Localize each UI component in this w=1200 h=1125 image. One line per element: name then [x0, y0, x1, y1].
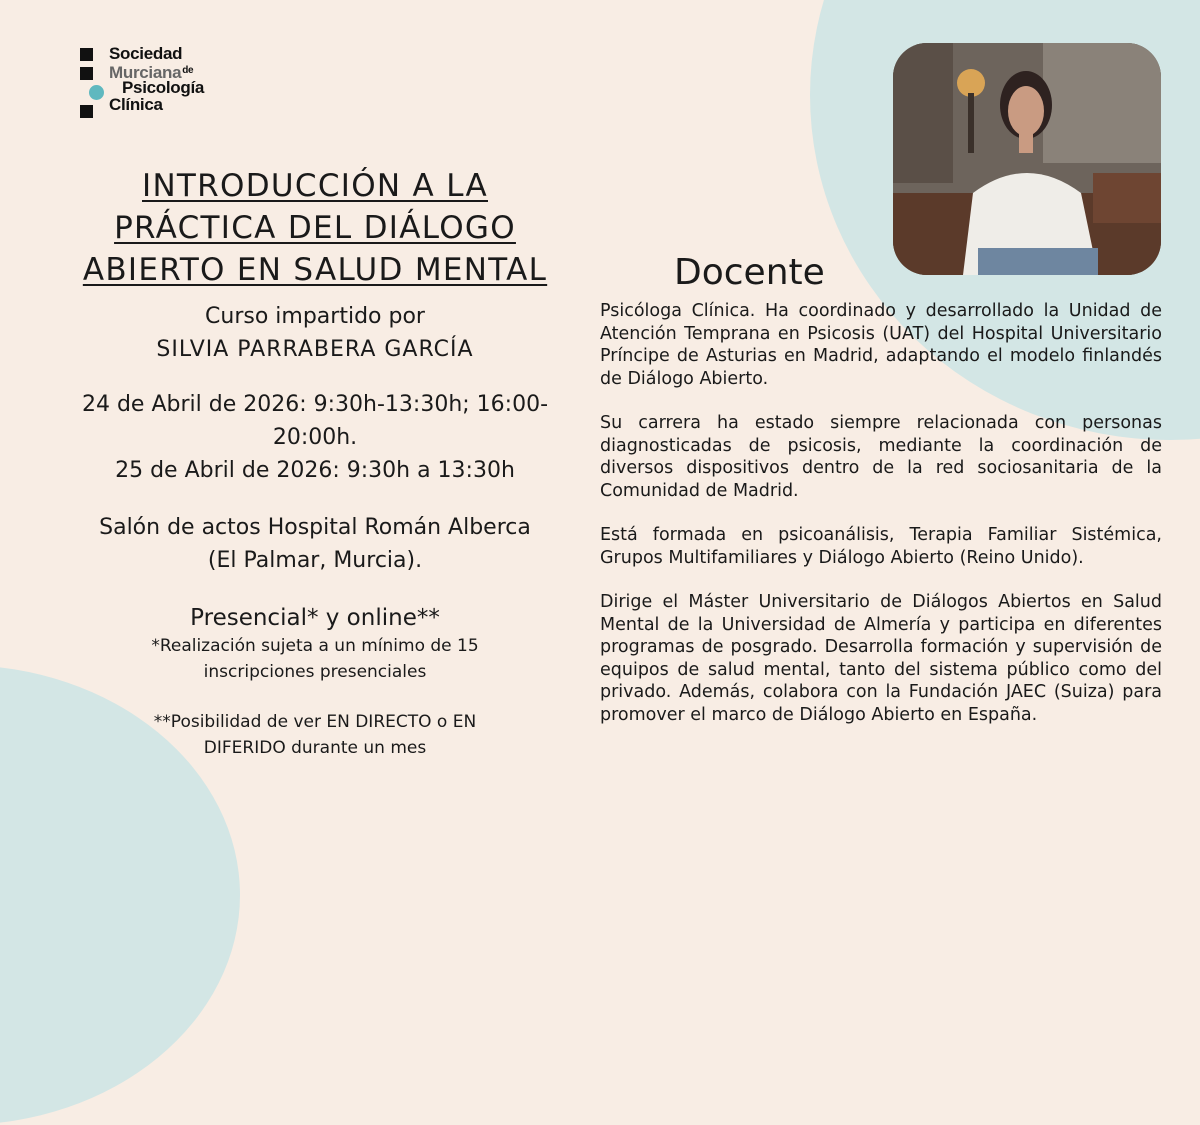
logo-line-3: Psicología: [122, 78, 205, 97]
course-title: [40, 165, 590, 291]
logo-square-icon: [80, 67, 93, 80]
logo-line-4: Clínica: [109, 95, 163, 114]
logo-line-1: Sociedad: [109, 44, 183, 63]
venue-line: (El Palmar, Murcia).: [207, 548, 423, 573]
instructor-name: SILVIA PARRABERA GARCÍA: [156, 337, 474, 362]
course-title-line: INTRODUCCIÓN A LA: [142, 168, 488, 204]
docente-heading: Docente: [674, 252, 825, 293]
logo-dot-icon: [89, 85, 104, 100]
course-title-line: ABIERTO EN SALUD MENTAL: [82, 252, 548, 288]
logo-square-icon: [80, 105, 93, 118]
bio-paragraph: Psicóloga Clínica. Ha coordinado y desarrollado la Unidad de Atención Temprana en Psicosis (UAT) del Hospital Universitario Príncipe de Asturias en Madrid, adaptando el modelo finlandés de Diálogo Abierto.: [600, 301, 1162, 389]
logo-line-2: Murciana: [109, 63, 182, 82]
course-venue: [40, 511, 590, 577]
note-online-access: [40, 709, 590, 761]
bio-paragraph: Está formada en psicoanálisis, Terapia Familiar Sistémica, Grupos Multifamiliares y Diálogo Abierto (Reino Unido).: [600, 525, 1162, 568]
note-line: *Realización sujeta a un mínimo de 15: [151, 636, 479, 656]
bio-paragraph: Su carrera ha estado siempre relacionada con personas diagnosticadas de psicosis, mediante la coordinación de diversos dispositivos dentro de la red sociosanitaria de la Comunidad de Madrid.: [600, 413, 1162, 501]
instructor-photo: [893, 43, 1161, 275]
date-line: 25 de Abril de 2026: 9:30h a 13:30h: [115, 458, 515, 483]
note-line: **Posibilidad de ver EN DIRECTO o EN: [153, 712, 477, 732]
docente-bio: [600, 300, 1162, 748]
note-minimum-enrollment: [40, 633, 590, 685]
course-dates: [40, 388, 590, 487]
bio-paragraph: Dirige el Máster Universitario de Diálogos Abiertos en Salud Mental de la Universidad de Almería y participa en diferentes programas de posgrado. Desarrolla formación y supervisión de equipos de salud mental, tanto del sistema público como del privado. Además, colabora con la Fundación JAEC (Suiza) para promover el marco de Diálogo Abierto en España.: [600, 592, 1162, 725]
course-title-line: PRÁCTICA DEL DIÁLOGO: [114, 210, 516, 246]
date-line: 20:00h.: [272, 425, 358, 450]
instructor-photo-illustration: [893, 43, 1161, 275]
note-line: DIFERIDO durante un mes: [203, 738, 427, 758]
logo-line-2-suffix: de: [182, 65, 194, 76]
date-line: 24 de Abril de 2026: 9:30h-13:30h; 16:00-: [81, 392, 549, 417]
venue-line: Salón de actos Hospital Román Alberca: [99, 515, 531, 540]
logo-square-icon: [80, 48, 93, 61]
modality: Presencial* y online**: [190, 605, 440, 631]
course-info: [40, 165, 590, 761]
logo-text: [109, 45, 204, 113]
taught-by-label: Curso impartido por: [205, 304, 425, 329]
note-line: inscripciones presenciales: [203, 662, 427, 682]
